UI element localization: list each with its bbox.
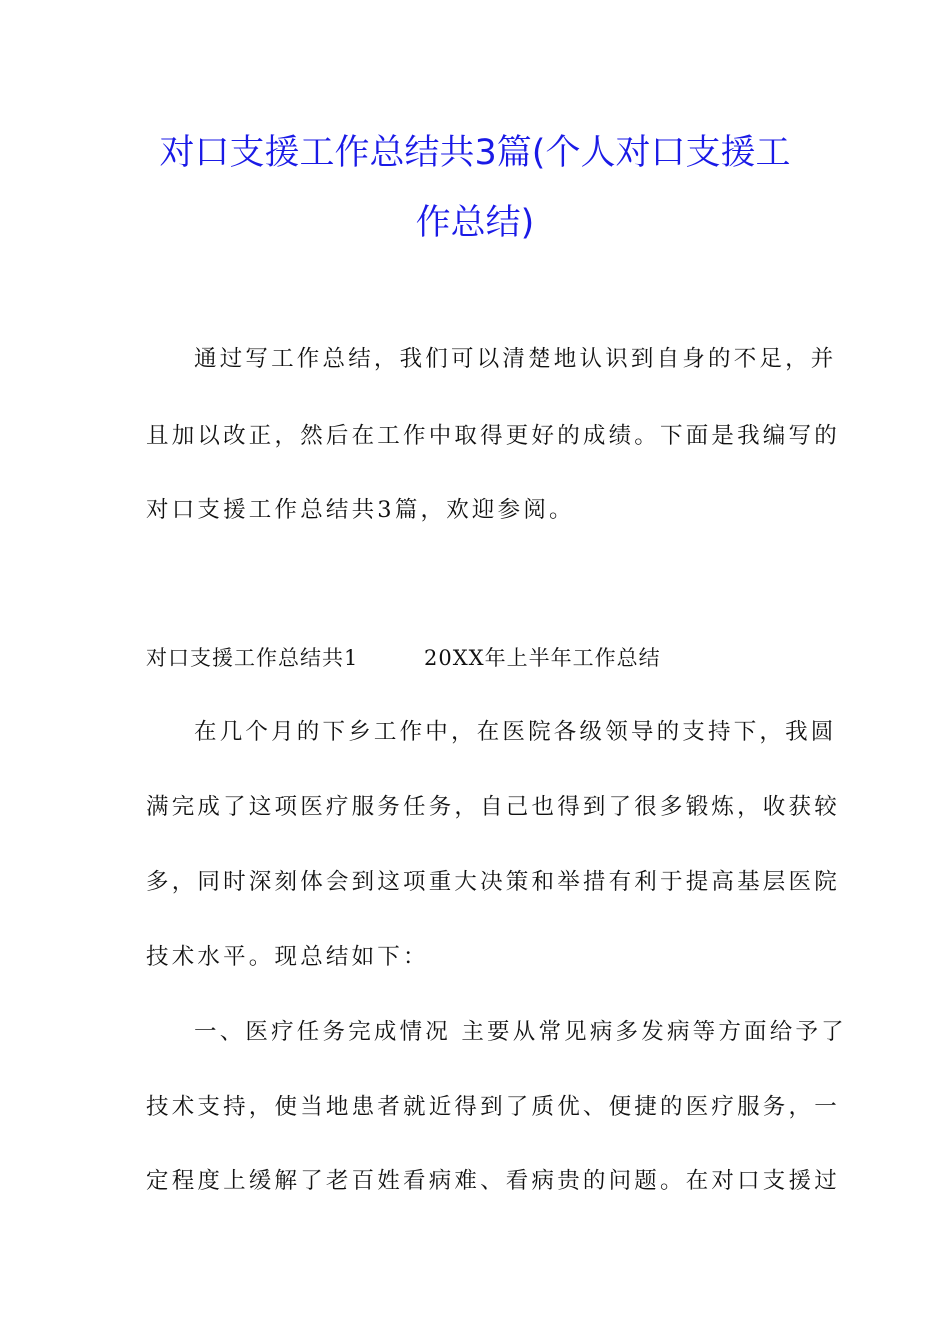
- para1-line-1: 在几个月的下乡工作中，在医院各级领导的支持下，我圆: [194, 719, 837, 745]
- document-title-line-2: 作总结): [415, 203, 535, 243]
- section-heading-subtitle: 20XX年上半年工作总结: [424, 646, 661, 670]
- intro-line-2: 且加以改正，然后在工作中取得更好的成绩。下面是我编写的: [146, 423, 840, 449]
- para2-line-2: 技术支持，使当地患者就近得到了质优、便捷的医疗服务，一: [146, 1094, 840, 1120]
- para1-line-2: 满完成了这项医疗服务任务，自己也得到了很多锻炼，收获较: [146, 794, 840, 820]
- para1-line-4: 技术水平。现总结如下：: [146, 944, 429, 970]
- para2-line-1: 一、医疗任务完成情况 主要从常见病多发病等方面给予了: [194, 1019, 847, 1045]
- intro-line-3: 对口支援工作总结共3篇，欢迎参阅。: [146, 497, 575, 523]
- para1-line-3: 多，同时深刻体会到这项重大决策和举措有利于提高基层医院: [146, 869, 840, 895]
- intro-line-1: 通过写工作总结，我们可以清楚地认识到自身的不足，并: [194, 346, 837, 372]
- document-title-line-1: 对口支援工作总结共3篇(个人对口支援工: [159, 133, 791, 173]
- section-heading-title: 对口支援工作总结共1: [146, 646, 359, 670]
- para2-line-3: 定程度上缓解了老百姓看病难、看病贵的问题。在对口支援过: [146, 1168, 840, 1194]
